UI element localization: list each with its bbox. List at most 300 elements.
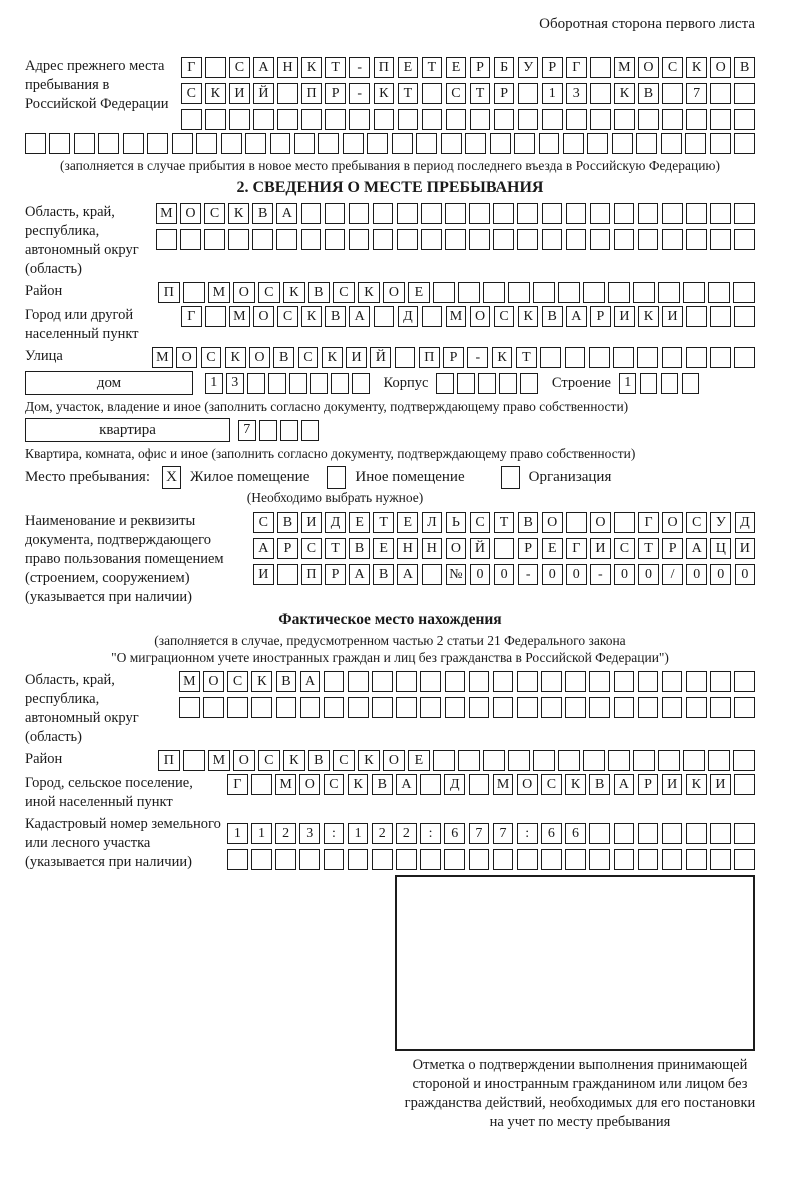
char-cell[interactable] (228, 229, 249, 250)
char-cell[interactable]: И (346, 347, 367, 368)
char-cell[interactable] (205, 306, 226, 327)
char-cell[interactable]: М (614, 57, 635, 78)
char-cell[interactable] (397, 203, 418, 224)
char-cell[interactable] (478, 373, 496, 394)
char-cell[interactable]: О (233, 750, 255, 771)
char-cell[interactable] (710, 109, 731, 130)
char-cell[interactable]: П (419, 347, 440, 368)
char-cell[interactable] (275, 849, 296, 870)
char-cell[interactable] (445, 229, 466, 250)
char-cell[interactable] (590, 203, 611, 224)
char-cell[interactable] (733, 282, 755, 303)
dom-type-box[interactable]: дом (25, 371, 193, 395)
char-cell[interactable] (734, 823, 755, 844)
char-cell[interactable]: Г (566, 57, 587, 78)
char-cell[interactable]: С (227, 671, 248, 692)
char-cell[interactable]: В (734, 57, 755, 78)
char-cell[interactable] (301, 420, 319, 441)
char-cell[interactable] (542, 109, 563, 130)
char-cell[interactable] (614, 229, 635, 250)
char-cell[interactable]: Т (638, 538, 659, 559)
char-cell[interactable]: Т (373, 512, 394, 533)
char-cell[interactable] (372, 697, 393, 718)
char-cell[interactable] (710, 133, 731, 154)
char-cell[interactable]: И (590, 538, 611, 559)
char-cell[interactable] (734, 109, 755, 130)
char-cell[interactable]: / (662, 564, 683, 585)
char-cell[interactable]: А (397, 564, 418, 585)
char-cell[interactable]: 0 (735, 564, 756, 585)
char-cell[interactable]: К (638, 306, 659, 327)
char-cell[interactable] (565, 671, 586, 692)
char-cell[interactable]: К (283, 282, 305, 303)
char-cell[interactable] (469, 229, 490, 250)
char-cell[interactable] (566, 512, 587, 533)
char-cell[interactable] (638, 823, 659, 844)
char-cell[interactable] (397, 229, 418, 250)
char-cell[interactable] (372, 671, 393, 692)
char-cell[interactable]: Н (422, 538, 443, 559)
char-cell[interactable] (396, 849, 417, 870)
char-cell[interactable] (686, 347, 707, 368)
char-cell[interactable]: Д (325, 512, 346, 533)
char-cell[interactable]: О (180, 203, 201, 224)
char-cell[interactable]: О (233, 282, 255, 303)
char-cell[interactable]: 1 (227, 823, 248, 844)
char-cell[interactable] (348, 849, 369, 870)
char-cell[interactable] (558, 750, 580, 771)
char-cell[interactable] (433, 282, 455, 303)
char-cell[interactable]: Т (422, 57, 443, 78)
char-cell[interactable]: Д (398, 306, 419, 327)
char-cell[interactable] (469, 203, 490, 224)
char-cell[interactable] (710, 823, 731, 844)
char-cell[interactable] (324, 849, 345, 870)
char-cell[interactable] (483, 282, 505, 303)
char-cell[interactable] (493, 229, 514, 250)
char-cell[interactable] (374, 306, 395, 327)
char-cell[interactable] (441, 133, 462, 154)
char-cell[interactable]: : (517, 823, 538, 844)
char-cell[interactable] (251, 849, 272, 870)
char-cell[interactable]: Т (494, 512, 515, 533)
char-cell[interactable] (686, 671, 707, 692)
char-cell[interactable]: 0 (638, 564, 659, 585)
char-cell[interactable] (589, 671, 610, 692)
char-cell[interactable]: 2 (275, 823, 296, 844)
char-cell[interactable]: А (349, 564, 370, 585)
char-cell[interactable]: 7 (469, 823, 490, 844)
char-cell[interactable]: М (179, 671, 200, 692)
char-cell[interactable]: Р (590, 306, 611, 327)
char-cell[interactable]: 0 (542, 564, 563, 585)
char-cell[interactable] (300, 697, 321, 718)
char-cell[interactable] (517, 671, 538, 692)
char-cell[interactable] (422, 564, 443, 585)
char-cell[interactable] (661, 373, 679, 394)
char-cell[interactable]: 3 (566, 83, 587, 104)
char-cell[interactable] (420, 697, 441, 718)
char-cell[interactable] (277, 109, 298, 130)
char-cell[interactable]: 7 (493, 823, 514, 844)
char-cell[interactable] (493, 697, 514, 718)
char-cell[interactable]: К (225, 347, 246, 368)
char-cell[interactable]: 6 (444, 823, 465, 844)
char-cell[interactable] (252, 229, 273, 250)
char-cell[interactable] (686, 697, 707, 718)
char-cell[interactable]: - (518, 564, 539, 585)
char-cell[interactable]: 0 (494, 564, 515, 585)
char-cell[interactable]: И (662, 774, 683, 795)
char-cell[interactable] (710, 229, 731, 250)
char-cell[interactable]: Г (227, 774, 248, 795)
char-cell[interactable]: Й (370, 347, 391, 368)
char-cell[interactable] (520, 373, 538, 394)
char-cell[interactable]: И (253, 564, 274, 585)
char-cell[interactable]: В (308, 750, 330, 771)
char-cell[interactable] (590, 83, 611, 104)
char-cell[interactable]: № (446, 564, 467, 585)
char-cell[interactable]: К (686, 57, 707, 78)
char-cell[interactable]: 0 (710, 564, 731, 585)
char-cell[interactable] (710, 203, 731, 224)
char-cell[interactable]: В (373, 564, 394, 585)
char-cell[interactable]: О (383, 750, 405, 771)
char-cell[interactable]: К (322, 347, 343, 368)
char-cell[interactable] (734, 133, 755, 154)
char-cell[interactable] (156, 229, 177, 250)
char-cell[interactable] (444, 849, 465, 870)
char-cell[interactable]: Р (277, 538, 298, 559)
char-cell[interactable]: К (565, 774, 586, 795)
char-cell[interactable] (539, 133, 560, 154)
char-cell[interactable]: У (518, 57, 539, 78)
char-cell[interactable]: Е (408, 282, 430, 303)
char-cell[interactable]: Р (518, 538, 539, 559)
char-cell[interactable] (433, 750, 455, 771)
char-cell[interactable] (374, 109, 395, 130)
char-cell[interactable] (533, 750, 555, 771)
char-cell[interactable]: В (276, 671, 297, 692)
char-cell[interactable]: К (301, 57, 322, 78)
char-cell[interactable] (396, 697, 417, 718)
char-cell[interactable]: И (301, 512, 322, 533)
char-cell[interactable]: С (333, 750, 355, 771)
char-cell[interactable]: Г (566, 538, 587, 559)
char-cell[interactable] (662, 849, 683, 870)
char-cell[interactable] (614, 697, 635, 718)
char-cell[interactable] (180, 229, 201, 250)
char-cell[interactable]: А (253, 538, 274, 559)
char-cell[interactable] (662, 823, 683, 844)
char-cell[interactable] (734, 774, 755, 795)
char-cell[interactable] (583, 750, 605, 771)
char-cell[interactable] (508, 750, 530, 771)
char-cell[interactable] (683, 282, 705, 303)
char-cell[interactable]: С (614, 538, 635, 559)
char-cell[interactable] (445, 203, 466, 224)
char-cell[interactable] (710, 347, 731, 368)
char-cell[interactable] (662, 109, 683, 130)
char-cell[interactable] (123, 133, 144, 154)
char-cell[interactable] (446, 109, 467, 130)
char-cell[interactable] (633, 282, 655, 303)
char-cell[interactable] (734, 306, 755, 327)
char-cell[interactable] (205, 109, 226, 130)
char-cell[interactable]: К (301, 306, 322, 327)
char-cell[interactable]: Р (443, 347, 464, 368)
char-cell[interactable]: Т (398, 83, 419, 104)
checkbox-organizatsiya[interactable] (501, 466, 520, 489)
char-cell[interactable]: К (251, 671, 272, 692)
char-cell[interactable]: К (614, 83, 635, 104)
char-cell[interactable] (517, 849, 538, 870)
char-cell[interactable] (299, 849, 320, 870)
char-cell[interactable]: 1 (251, 823, 272, 844)
char-cell[interactable] (325, 203, 346, 224)
char-cell[interactable]: Й (253, 83, 274, 104)
char-cell[interactable]: Р (470, 57, 491, 78)
char-cell[interactable] (227, 697, 248, 718)
char-cell[interactable] (734, 849, 755, 870)
char-cell[interactable] (74, 133, 95, 154)
char-cell[interactable] (422, 109, 443, 130)
char-cell[interactable] (469, 774, 490, 795)
char-cell[interactable]: С (298, 347, 319, 368)
char-cell[interactable] (658, 282, 680, 303)
char-cell[interactable] (277, 564, 298, 585)
char-cell[interactable]: О (299, 774, 320, 795)
char-cell[interactable] (268, 373, 286, 394)
char-cell[interactable]: О (249, 347, 270, 368)
char-cell[interactable] (636, 133, 657, 154)
char-cell[interactable]: А (614, 774, 635, 795)
char-cell[interactable] (280, 420, 298, 441)
char-cell[interactable] (276, 697, 297, 718)
char-cell[interactable] (373, 203, 394, 224)
char-cell[interactable]: М (229, 306, 250, 327)
kvartira-type-box[interactable]: квартира (25, 418, 230, 442)
char-cell[interactable] (734, 229, 755, 250)
char-cell[interactable]: М (446, 306, 467, 327)
char-cell[interactable]: С (446, 83, 467, 104)
char-cell[interactable] (614, 823, 635, 844)
char-cell[interactable] (294, 133, 315, 154)
char-cell[interactable]: О (638, 57, 659, 78)
char-cell[interactable] (445, 671, 466, 692)
char-cell[interactable] (253, 109, 274, 130)
char-cell[interactable]: А (686, 538, 707, 559)
char-cell[interactable] (541, 697, 562, 718)
char-cell[interactable]: О (176, 347, 197, 368)
char-cell[interactable] (367, 133, 388, 154)
char-cell[interactable]: С (201, 347, 222, 368)
char-cell[interactable] (458, 282, 480, 303)
char-cell[interactable] (734, 83, 755, 104)
char-cell[interactable]: Д (735, 512, 756, 533)
char-cell[interactable] (392, 133, 413, 154)
char-cell[interactable]: К (283, 750, 305, 771)
char-cell[interactable]: В (252, 203, 273, 224)
char-cell[interactable] (589, 849, 610, 870)
char-cell[interactable] (541, 671, 562, 692)
char-cell[interactable]: С (541, 774, 562, 795)
char-cell[interactable]: О (470, 306, 491, 327)
char-cell[interactable] (734, 671, 755, 692)
char-cell[interactable]: В (638, 83, 659, 104)
char-cell[interactable] (276, 229, 297, 250)
char-cell[interactable] (638, 109, 659, 130)
char-cell[interactable]: Т (516, 347, 537, 368)
char-cell[interactable]: 6 (565, 823, 586, 844)
char-cell[interactable] (203, 697, 224, 718)
char-cell[interactable]: С (258, 750, 280, 771)
checkbox-inoe[interactable] (327, 466, 346, 489)
char-cell[interactable] (221, 133, 242, 154)
char-cell[interactable]: А (396, 774, 417, 795)
char-cell[interactable] (372, 849, 393, 870)
char-cell[interactable]: С (324, 774, 345, 795)
char-cell[interactable]: И (735, 538, 756, 559)
char-cell[interactable]: У (710, 512, 731, 533)
char-cell[interactable] (542, 203, 563, 224)
char-cell[interactable] (614, 671, 635, 692)
char-cell[interactable] (301, 109, 322, 130)
char-cell[interactable]: С (662, 57, 683, 78)
char-cell[interactable] (494, 538, 515, 559)
char-cell[interactable]: Е (373, 538, 394, 559)
char-cell[interactable]: 0 (470, 564, 491, 585)
char-cell[interactable]: 1 (348, 823, 369, 844)
char-cell[interactable]: К (686, 774, 707, 795)
char-cell[interactable]: М (156, 203, 177, 224)
char-cell[interactable] (541, 849, 562, 870)
char-cell[interactable] (686, 109, 707, 130)
char-cell[interactable] (638, 697, 659, 718)
char-cell[interactable]: 3 (299, 823, 320, 844)
char-cell[interactable]: Т (325, 57, 346, 78)
char-cell[interactable] (469, 697, 490, 718)
char-cell[interactable]: О (662, 512, 683, 533)
char-cell[interactable] (662, 83, 683, 104)
char-cell[interactable] (493, 849, 514, 870)
char-cell[interactable] (517, 697, 538, 718)
char-cell[interactable]: Р (325, 564, 346, 585)
char-cell[interactable]: В (277, 512, 298, 533)
char-cell[interactable]: Е (398, 57, 419, 78)
char-cell[interactable] (204, 229, 225, 250)
char-cell[interactable] (277, 83, 298, 104)
char-cell[interactable]: Р (325, 83, 346, 104)
char-cell[interactable]: И (614, 306, 635, 327)
char-cell[interactable] (147, 133, 168, 154)
char-cell[interactable] (259, 420, 277, 441)
char-cell[interactable]: : (324, 823, 345, 844)
char-cell[interactable] (638, 203, 659, 224)
char-cell[interactable] (420, 849, 441, 870)
char-cell[interactable] (590, 57, 611, 78)
char-cell[interactable] (352, 373, 370, 394)
char-cell[interactable]: 0 (686, 564, 707, 585)
char-cell[interactable] (245, 133, 266, 154)
char-cell[interactable] (349, 109, 370, 130)
char-cell[interactable] (318, 133, 339, 154)
char-cell[interactable]: В (542, 306, 563, 327)
char-cell[interactable] (708, 750, 730, 771)
char-cell[interactable]: А (300, 671, 321, 692)
checkbox-zhiloe[interactable]: X (162, 466, 181, 489)
char-cell[interactable]: А (566, 306, 587, 327)
char-cell[interactable] (469, 671, 490, 692)
char-cell[interactable] (686, 306, 707, 327)
char-cell[interactable] (686, 229, 707, 250)
char-cell[interactable] (613, 347, 634, 368)
char-cell[interactable]: О (542, 512, 563, 533)
char-cell[interactable]: Й (470, 538, 491, 559)
char-cell[interactable]: К (228, 203, 249, 224)
char-cell[interactable] (172, 133, 193, 154)
char-cell[interactable]: К (348, 774, 369, 795)
char-cell[interactable] (227, 849, 248, 870)
char-cell[interactable]: В (372, 774, 393, 795)
char-cell[interactable]: 1 (542, 83, 563, 104)
char-cell[interactable] (398, 109, 419, 130)
char-cell[interactable] (325, 109, 346, 130)
char-cell[interactable] (533, 282, 555, 303)
char-cell[interactable] (685, 133, 706, 154)
char-cell[interactable] (458, 750, 480, 771)
char-cell[interactable]: Г (181, 306, 202, 327)
char-cell[interactable] (436, 373, 454, 394)
char-cell[interactable]: М (208, 750, 230, 771)
char-cell[interactable]: 0 (566, 564, 587, 585)
char-cell[interactable] (325, 229, 346, 250)
char-cell[interactable] (517, 229, 538, 250)
char-cell[interactable]: Т (470, 83, 491, 104)
char-cell[interactable] (395, 347, 416, 368)
char-cell[interactable] (637, 347, 658, 368)
char-cell[interactable] (181, 109, 202, 130)
char-cell[interactable]: А (253, 57, 274, 78)
char-cell[interactable]: П (301, 83, 322, 104)
char-cell[interactable]: Р (662, 538, 683, 559)
char-cell[interactable] (301, 203, 322, 224)
char-cell[interactable]: К (492, 347, 513, 368)
char-cell[interactable]: О (253, 306, 274, 327)
char-cell[interactable]: Н (397, 538, 418, 559)
char-cell[interactable] (566, 229, 587, 250)
char-cell[interactable] (310, 373, 328, 394)
char-cell[interactable] (179, 697, 200, 718)
char-cell[interactable]: С (204, 203, 225, 224)
char-cell[interactable] (348, 697, 369, 718)
char-cell[interactable]: Б (494, 57, 515, 78)
char-cell[interactable]: В (589, 774, 610, 795)
char-cell[interactable] (416, 133, 437, 154)
char-cell[interactable]: - (349, 57, 370, 78)
char-cell[interactable] (710, 83, 731, 104)
char-cell[interactable] (422, 306, 443, 327)
char-cell[interactable]: 2 (396, 823, 417, 844)
char-cell[interactable] (734, 203, 755, 224)
char-cell[interactable]: В (349, 538, 370, 559)
char-cell[interactable]: М (275, 774, 296, 795)
char-cell[interactable]: К (374, 83, 395, 104)
char-cell[interactable] (686, 823, 707, 844)
char-cell[interactable]: Е (542, 538, 563, 559)
char-cell[interactable] (25, 133, 46, 154)
char-cell[interactable] (614, 203, 635, 224)
